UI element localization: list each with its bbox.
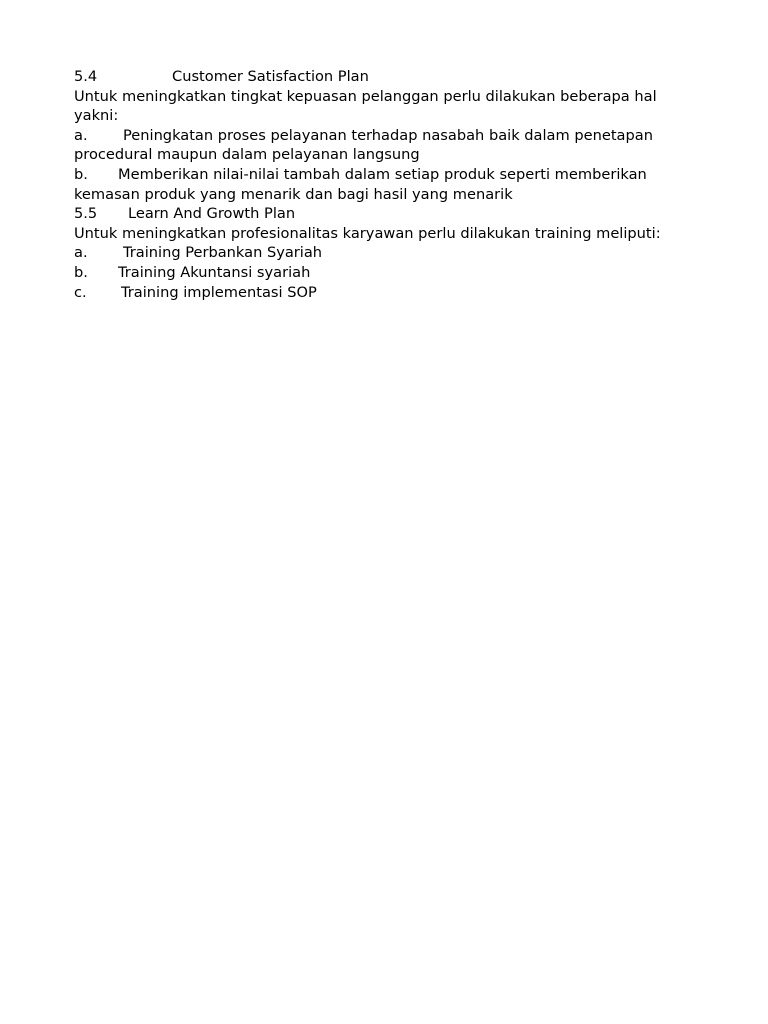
list-item [74, 283, 704, 303]
section-heading-5-5 [74, 204, 704, 224]
list-marker: a. [74, 126, 88, 144]
list-item-text: Memberikan nilai-nilai tambah dalam setiap produk seperti memberikan kemasan produk yang menarik dan bagi hasil yang menarik [74, 165, 647, 203]
section-intro: Untuk meningkatkan tingkat kepuasan pelanggan perlu dilakukan beberapa hal yakni: [74, 87, 657, 125]
list-marker: a. [74, 244, 88, 262]
list-item [74, 165, 704, 204]
list-item [74, 126, 704, 165]
list-marker: c. [74, 283, 87, 301]
list-marker: b. [74, 263, 88, 281]
section-number: 5.4 [74, 68, 98, 85]
list-item-text: Training Akuntansi syariah [118, 263, 311, 281]
list-item-text: Training Perbankan Syariah [123, 244, 323, 262]
list-item-text: Training implementasi SOP [121, 283, 317, 301]
list-marker: b. [74, 165, 88, 183]
section-heading-5-4 [74, 67, 704, 87]
section-title: Customer Satisfaction Plan [172, 68, 369, 85]
list-item-text: Peningkatan proses pelayanan terhadap nasabah baik dalam penetapan procedural maupun dalam pelayanan langsung [74, 126, 653, 164]
section-number: 5.5 [74, 205, 98, 223]
section-title: Learn And Growth Plan [128, 205, 296, 223]
list-item [74, 243, 704, 263]
list-item [74, 263, 704, 283]
section-intro: Untuk meningkatkan profesionalitas karyawan perlu dilakukan training meliputi: [74, 224, 661, 242]
document-body [74, 67, 704, 302]
